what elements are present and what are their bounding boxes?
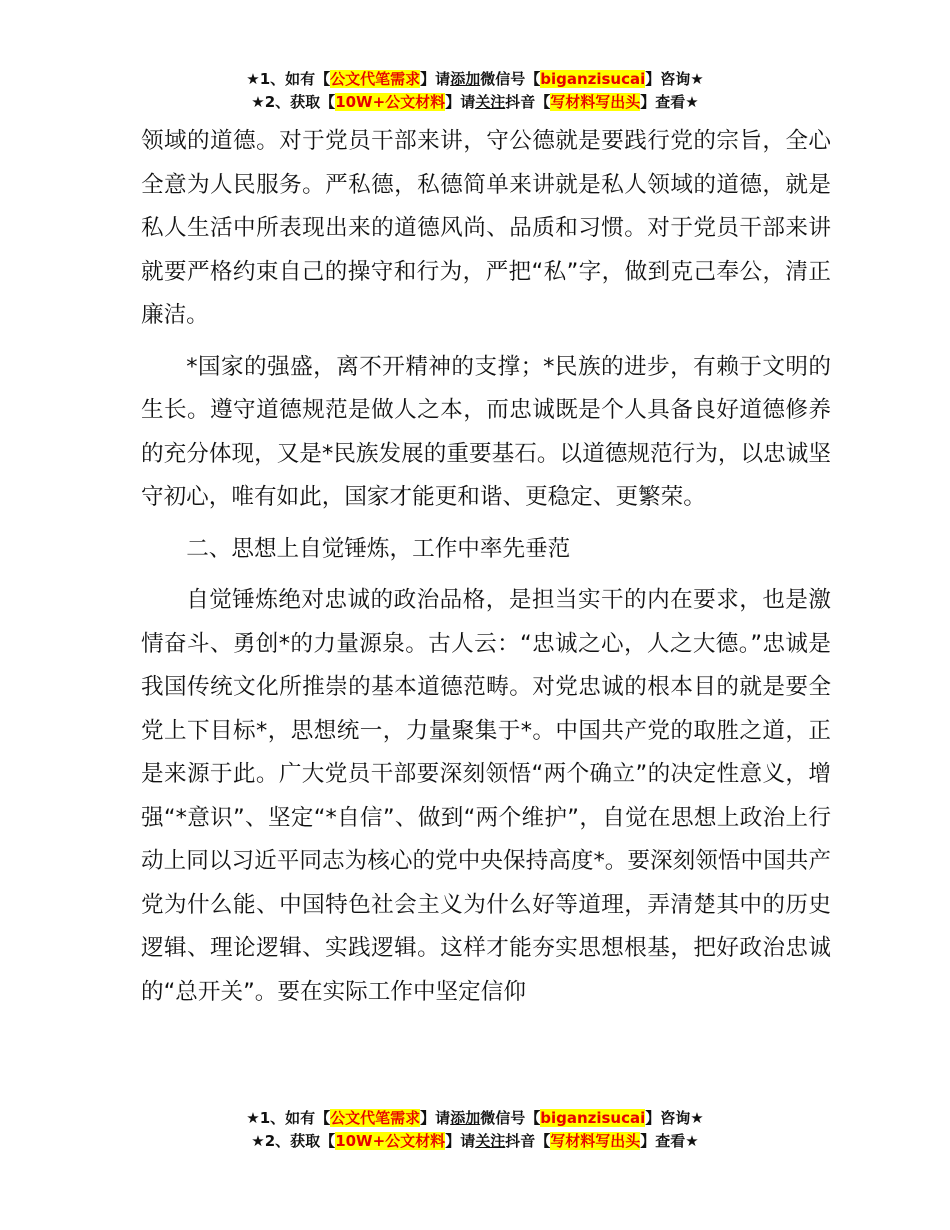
section-heading: 二、思想上自觉锤炼，工作中率先垂范 (186, 535, 571, 562)
banner-highlight: biganzisucai (540, 70, 646, 88)
banner-text: 】请 (445, 1132, 476, 1150)
banner-text: ★1、如有【 (246, 70, 331, 88)
paragraph: 自觉锤炼绝对忠诚的政治品格，是担当实干的内在要求，也是激情奋斗、勇创*的力量源泉。古人云：“忠诚之心，人之大德。”忠诚是我国传统文化所推崇的基本道德范畴。对党忠诚的根本目的就是要全党上下目标*，思想统一，力量聚集于*。中国共产党的取胜之道，正是来源于此。广大党员干部要深刻领悟“两个确立”的决定性意义，增强“*意识”、坚定“*自信”、做到“两个维护”，自觉在思想上政治上行动上同以习近平同志为核心的党中央保持高度*。要深刻领悟中国共产党为什么能、中国特色社会主义为什么好等道理，弄清楚其中的历史逻辑、理论逻辑、实践逻辑。这样才能夯实思想根基，把好政治忠诚的“总开关”。要在实际工作中坚定信仰 (141, 587, 831, 1005)
banner-text: 】请 (445, 93, 476, 111)
banner-underline: 添加 (450, 70, 481, 88)
banner-highlight: 公文代笔需求 (330, 1109, 421, 1127)
banner-text: 】查看★ (640, 1132, 699, 1150)
banner-text: 抖音【 (505, 93, 551, 111)
banner-text: ★1、如有【 (246, 1109, 331, 1127)
banner-text: 】咨询★ (645, 70, 704, 88)
footer-banner (0, 1107, 950, 1153)
banner-line-2 (0, 1130, 950, 1153)
banner-highlight: 写材料写出头 (550, 1132, 641, 1150)
banner-line-1 (0, 68, 950, 91)
banner-text: 】请 (420, 1109, 451, 1127)
banner-text: 抖音【 (505, 1132, 551, 1150)
banner-highlight: 写材料写出头 (550, 93, 641, 111)
banner-text: 】请 (420, 70, 451, 88)
banner-underline: 关注 (475, 93, 506, 111)
banner-highlight: 10W+公文材料 (335, 93, 446, 111)
banner-text: ★2、获取【 (251, 93, 336, 111)
document-body (141, 120, 831, 1014)
banner-line-2 (0, 91, 950, 114)
banner-highlight: biganzisucai (540, 1109, 646, 1127)
banner-text: 】查看★ (640, 93, 699, 111)
banner-text: 微信号【 (480, 1109, 541, 1127)
banner-underline: 添加 (450, 1109, 481, 1127)
banner-highlight: 10W+公文材料 (335, 1132, 446, 1150)
banner-underline: 关注 (475, 1132, 506, 1150)
banner-text: ★2、获取【 (251, 1132, 336, 1150)
banner-text: 微信号【 (480, 70, 541, 88)
banner-line-1 (0, 1107, 950, 1130)
paragraph: 领域的道德。对于党员干部来讲，守公德就是要践行党的宗旨，全心全意为人民服务。严私德，私德简单来讲就是私人领域的道德，就是私人生活中所表现出来的道德风尚、品质和习惯。对于党员干部来讲就要严格约束自己的操守和行为，严把“私”字，做到克己奉公，清正廉洁。 (141, 128, 831, 328)
banner-text: 】咨询★ (645, 1109, 704, 1127)
paragraph: *国家的强盛，离不开精神的支撑；*民族的进步，有赖于文明的生长。遵守道德规范是做人之本，而忠诚既是个人具备良好道德修养的充分体现，又是*民族发展的重要基石。以道德规范行为，以忠诚坚守初心，唯有如此，国家才能更和谐、更稳定、更繁荣。 (141, 353, 831, 510)
header-banner (0, 68, 950, 114)
banner-highlight: 公文代笔需求 (330, 70, 421, 88)
